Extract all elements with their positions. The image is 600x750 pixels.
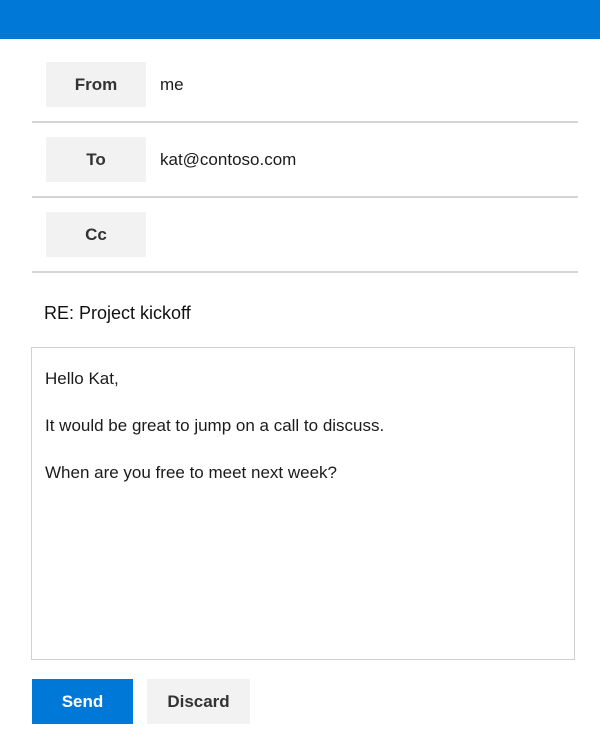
divider: [32, 271, 578, 273]
body-paragraph: Hello Kat,: [45, 369, 119, 388]
body-paragraph: When are you free to meet next week?: [45, 463, 337, 482]
from-value[interactable]: me: [160, 74, 184, 94]
send-button[interactable]: Send: [32, 679, 133, 724]
to-button[interactable]: To: [46, 137, 146, 182]
divider: [32, 121, 578, 123]
to-row: [0, 137, 600, 182]
title-bar: [0, 0, 600, 39]
cc-row: [0, 212, 600, 257]
from-row: [0, 62, 600, 107]
message-body[interactable]: [31, 347, 575, 660]
action-bar: [32, 679, 600, 724]
divider: [32, 196, 578, 198]
subject-line[interactable]: RE: Project kickoff: [44, 303, 191, 323]
discard-button[interactable]: Discard: [147, 679, 250, 724]
body-paragraph: It would be great to jump on a call to discuss.: [45, 416, 385, 435]
from-button[interactable]: From: [46, 62, 146, 107]
to-value[interactable]: kat@contoso.com: [160, 149, 297, 169]
cc-button[interactable]: Cc: [46, 212, 146, 257]
recipient-fields: [0, 39, 600, 273]
